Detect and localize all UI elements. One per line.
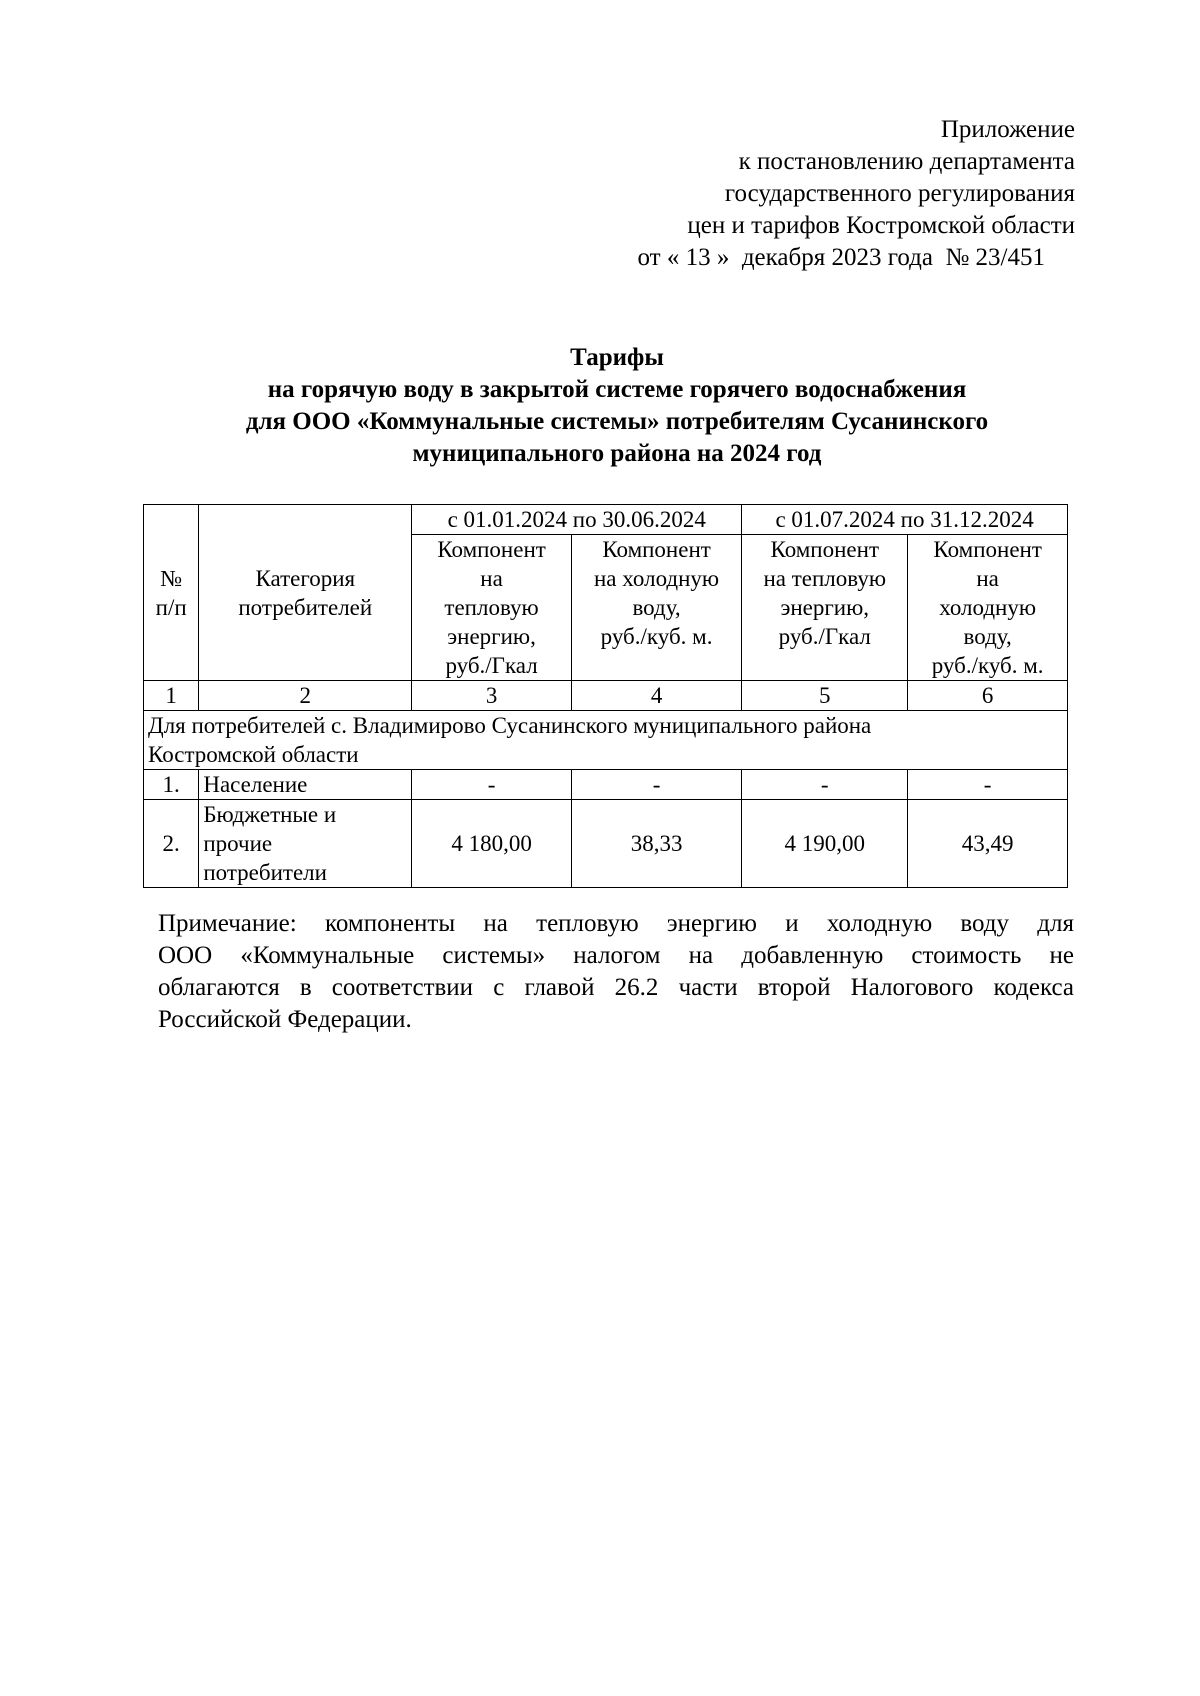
column-number: 4 bbox=[571, 681, 741, 711]
row-category-line: прочие bbox=[203, 831, 273, 856]
appendix-line: цен и тарифов Костромской области bbox=[687, 212, 1075, 239]
section-heading bbox=[144, 711, 1068, 770]
header-col-5-line: энергию, bbox=[780, 595, 870, 620]
note-paragraph bbox=[158, 908, 1074, 1036]
section-heading-line: Для потребителей с. Владимирово Сусанинского муниципального района bbox=[148, 713, 872, 738]
title-line: на горячую воду в закрытой системе горячего водоснабжения bbox=[267, 376, 967, 403]
header-col-5-line: Компонент bbox=[770, 537, 879, 562]
row-value-col-5: - bbox=[742, 770, 908, 800]
appendix-date-number: от « 13 » декабря 2023 года № 23/451 bbox=[637, 244, 1045, 271]
header-category bbox=[199, 505, 412, 681]
column-number: 3 bbox=[412, 681, 572, 711]
header-col-3-line: тепловую bbox=[444, 595, 539, 620]
header-col-3 bbox=[412, 535, 572, 681]
row-value-col-4: - bbox=[571, 770, 741, 800]
row-category-line: потребители bbox=[203, 860, 327, 885]
note-line: облагаются в соответствии с главой 26.2 части второй Налогового кодекса bbox=[158, 974, 1074, 1001]
header-col-5-line: руб./Гкал bbox=[778, 624, 871, 649]
header-col-6-line: руб./куб. м. bbox=[931, 653, 1044, 678]
table-row bbox=[144, 770, 1068, 800]
row-num: 1. bbox=[144, 770, 199, 800]
row-category-line: Бюджетные и bbox=[203, 802, 337, 827]
title-line: Тарифы bbox=[570, 344, 664, 371]
row-value-col-5: 4 190,00 bbox=[742, 800, 908, 888]
column-numbers-row bbox=[144, 681, 1068, 711]
table-header-row bbox=[144, 505, 1068, 535]
header-col-4 bbox=[571, 535, 741, 681]
header-category-line: потребителей bbox=[238, 594, 373, 620]
header-col-4-line: Компонент bbox=[602, 537, 711, 562]
header-period-2: с 01.07.2024 по 31.12.2024 bbox=[742, 505, 1068, 535]
header-col-4-line: на холодную bbox=[594, 566, 720, 591]
row-value-col-6: - bbox=[908, 770, 1068, 800]
row-value-col-3: - bbox=[412, 770, 572, 800]
header-col-6-line: на bbox=[976, 566, 999, 591]
row-category-line: Население bbox=[203, 772, 308, 797]
column-number: 1 bbox=[144, 681, 199, 711]
header-col-4-line: руб./куб. м. bbox=[600, 624, 713, 649]
row-num: 2. bbox=[144, 800, 199, 888]
header-col-3-line: на bbox=[480, 566, 503, 591]
header-col-4-line: воду, bbox=[632, 595, 681, 620]
row-value-col-6: 43,49 bbox=[908, 800, 1068, 888]
title-line: муниципального района на 2024 год bbox=[412, 440, 822, 467]
section-heading-line: Костромской области bbox=[148, 742, 359, 767]
header-col-6 bbox=[908, 535, 1068, 681]
section-row bbox=[144, 711, 1068, 770]
document-title bbox=[140, 342, 1094, 470]
header-num-line: № bbox=[160, 565, 183, 591]
header-period-1: с 01.01.2024 по 30.06.2024 bbox=[412, 505, 742, 535]
header-num bbox=[144, 505, 199, 681]
header-col-3-line: Компонент bbox=[437, 537, 546, 562]
table-row bbox=[144, 800, 1068, 888]
note-line: Примечание: компоненты на тепловую энергию и холодную воду для bbox=[158, 910, 1074, 937]
row-category bbox=[199, 770, 412, 800]
column-number: 6 bbox=[908, 681, 1068, 711]
header-col-5 bbox=[742, 535, 908, 681]
header-col-6-line: холодную bbox=[939, 595, 1037, 620]
row-value-col-4: 38,33 bbox=[571, 800, 741, 888]
header-col-3-line: руб./Гкал bbox=[445, 653, 538, 678]
note-line: Российской Федерации. bbox=[158, 1006, 412, 1033]
header-col-3-line: энергию, bbox=[447, 624, 536, 649]
header-num-line: п/п bbox=[155, 594, 187, 620]
appendix-line: государственного регулирования bbox=[724, 180, 1075, 207]
appendix-line: Приложение bbox=[940, 116, 1075, 143]
row-category bbox=[199, 800, 412, 888]
header-col-6-line: Компонент bbox=[933, 537, 1042, 562]
row-value-col-3: 4 180,00 bbox=[412, 800, 572, 888]
appendix-header bbox=[475, 114, 1075, 274]
header-col-6-line: воду, bbox=[963, 624, 1012, 649]
appendix-line: к постановлению департамента bbox=[738, 148, 1075, 175]
header-category-line: Категория bbox=[255, 565, 356, 591]
column-number: 5 bbox=[742, 681, 908, 711]
column-number: 2 bbox=[199, 681, 412, 711]
note-line: ООО «Коммунальные системы» налогом на добавленную стоимость не bbox=[158, 942, 1074, 969]
tariffs-table bbox=[143, 504, 1068, 888]
header-col-5-line: на тепловую bbox=[763, 566, 887, 591]
title-line: для ООО «Коммунальные системы» потребителям Сусанинского bbox=[245, 408, 989, 435]
